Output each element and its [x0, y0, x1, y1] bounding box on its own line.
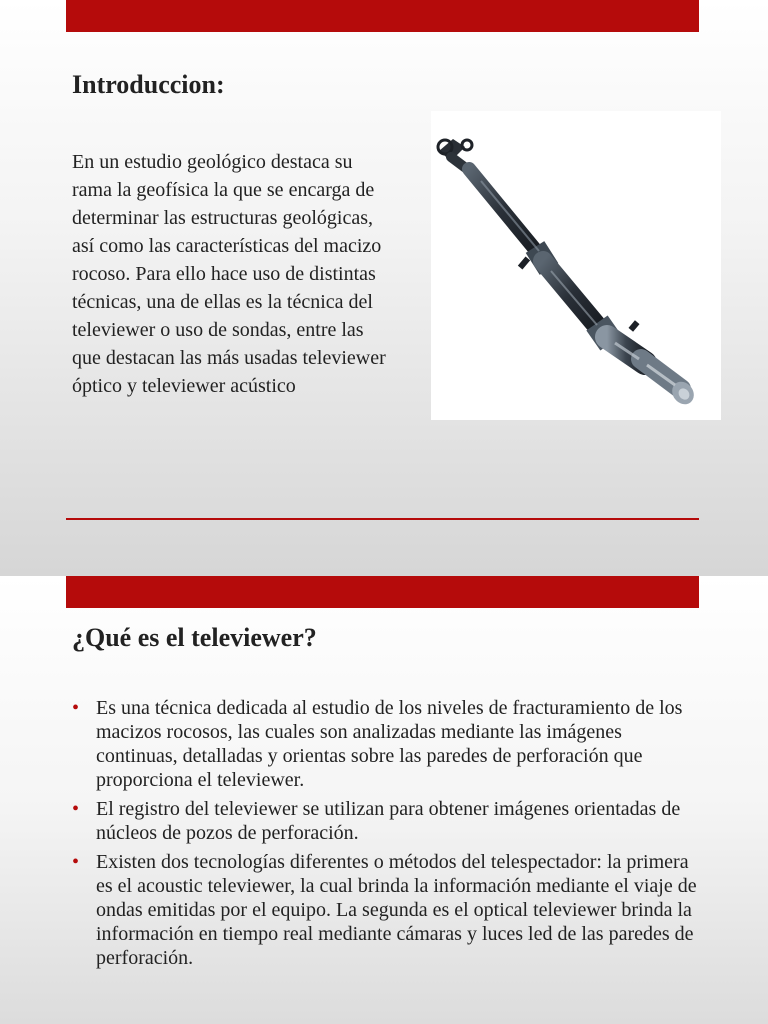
bullet-dot-icon: •: [72, 697, 80, 719]
probe-body: [469, 169, 698, 409]
intro-paragraph: En un estudio geológico destaca su rama la geofísica la que se encarga de determinar las estructuras geológicas, así como las características del macizo rocoso. Para ello hace uso de distintas técnicas, una de ellas es la técnica del televiewer o uso de sondas, entre las que destacan las más usadas televiewer óptico y televiewer acústico: [72, 151, 386, 397]
divider-line: [66, 518, 699, 520]
bullet-text: Existen dos tecnologías diferentes o métodos del telespectador: la primera es el acoustic televiewer, la cual brinda la información mediante el viaje de ondas emitidas por el equipo. La segunda es el optical televiewer brinda la información en tiempo real mediante cámaras y luces led de las paredes de perforación.: [96, 851, 697, 969]
bullet-dot-icon: •: [72, 798, 80, 820]
bullet-text: Es una técnica dedicada al estudio de los niveles de fracturamiento de los macizos rocosos, las cuales son analizadas mediante las imágenes continuas, detalladas y orientas sobre las paredes de perforación que proporciona el televiewer.: [96, 697, 683, 791]
top-accent-bar: [66, 0, 699, 32]
top-accent-bar: [66, 576, 699, 608]
bullet-list: [72, 696, 702, 975]
televiewer-probe-image: [431, 111, 721, 420]
slide-title: ¿Qué es el televiewer?: [72, 623, 317, 652]
slide-title: Introduccion:: [72, 70, 225, 99]
bullet-item: [72, 850, 702, 970]
bullet-text: El registro del televiewer se utilizan para obtener imágenes orientadas de núcleos de pozos de perforación.: [96, 798, 681, 844]
slide-que-es-televiewer: [0, 576, 768, 1024]
bullet-item: [72, 696, 702, 792]
bullet-dot-icon: •: [72, 851, 80, 873]
probe-illustration: [431, 111, 721, 420]
bullet-item: [72, 797, 702, 845]
